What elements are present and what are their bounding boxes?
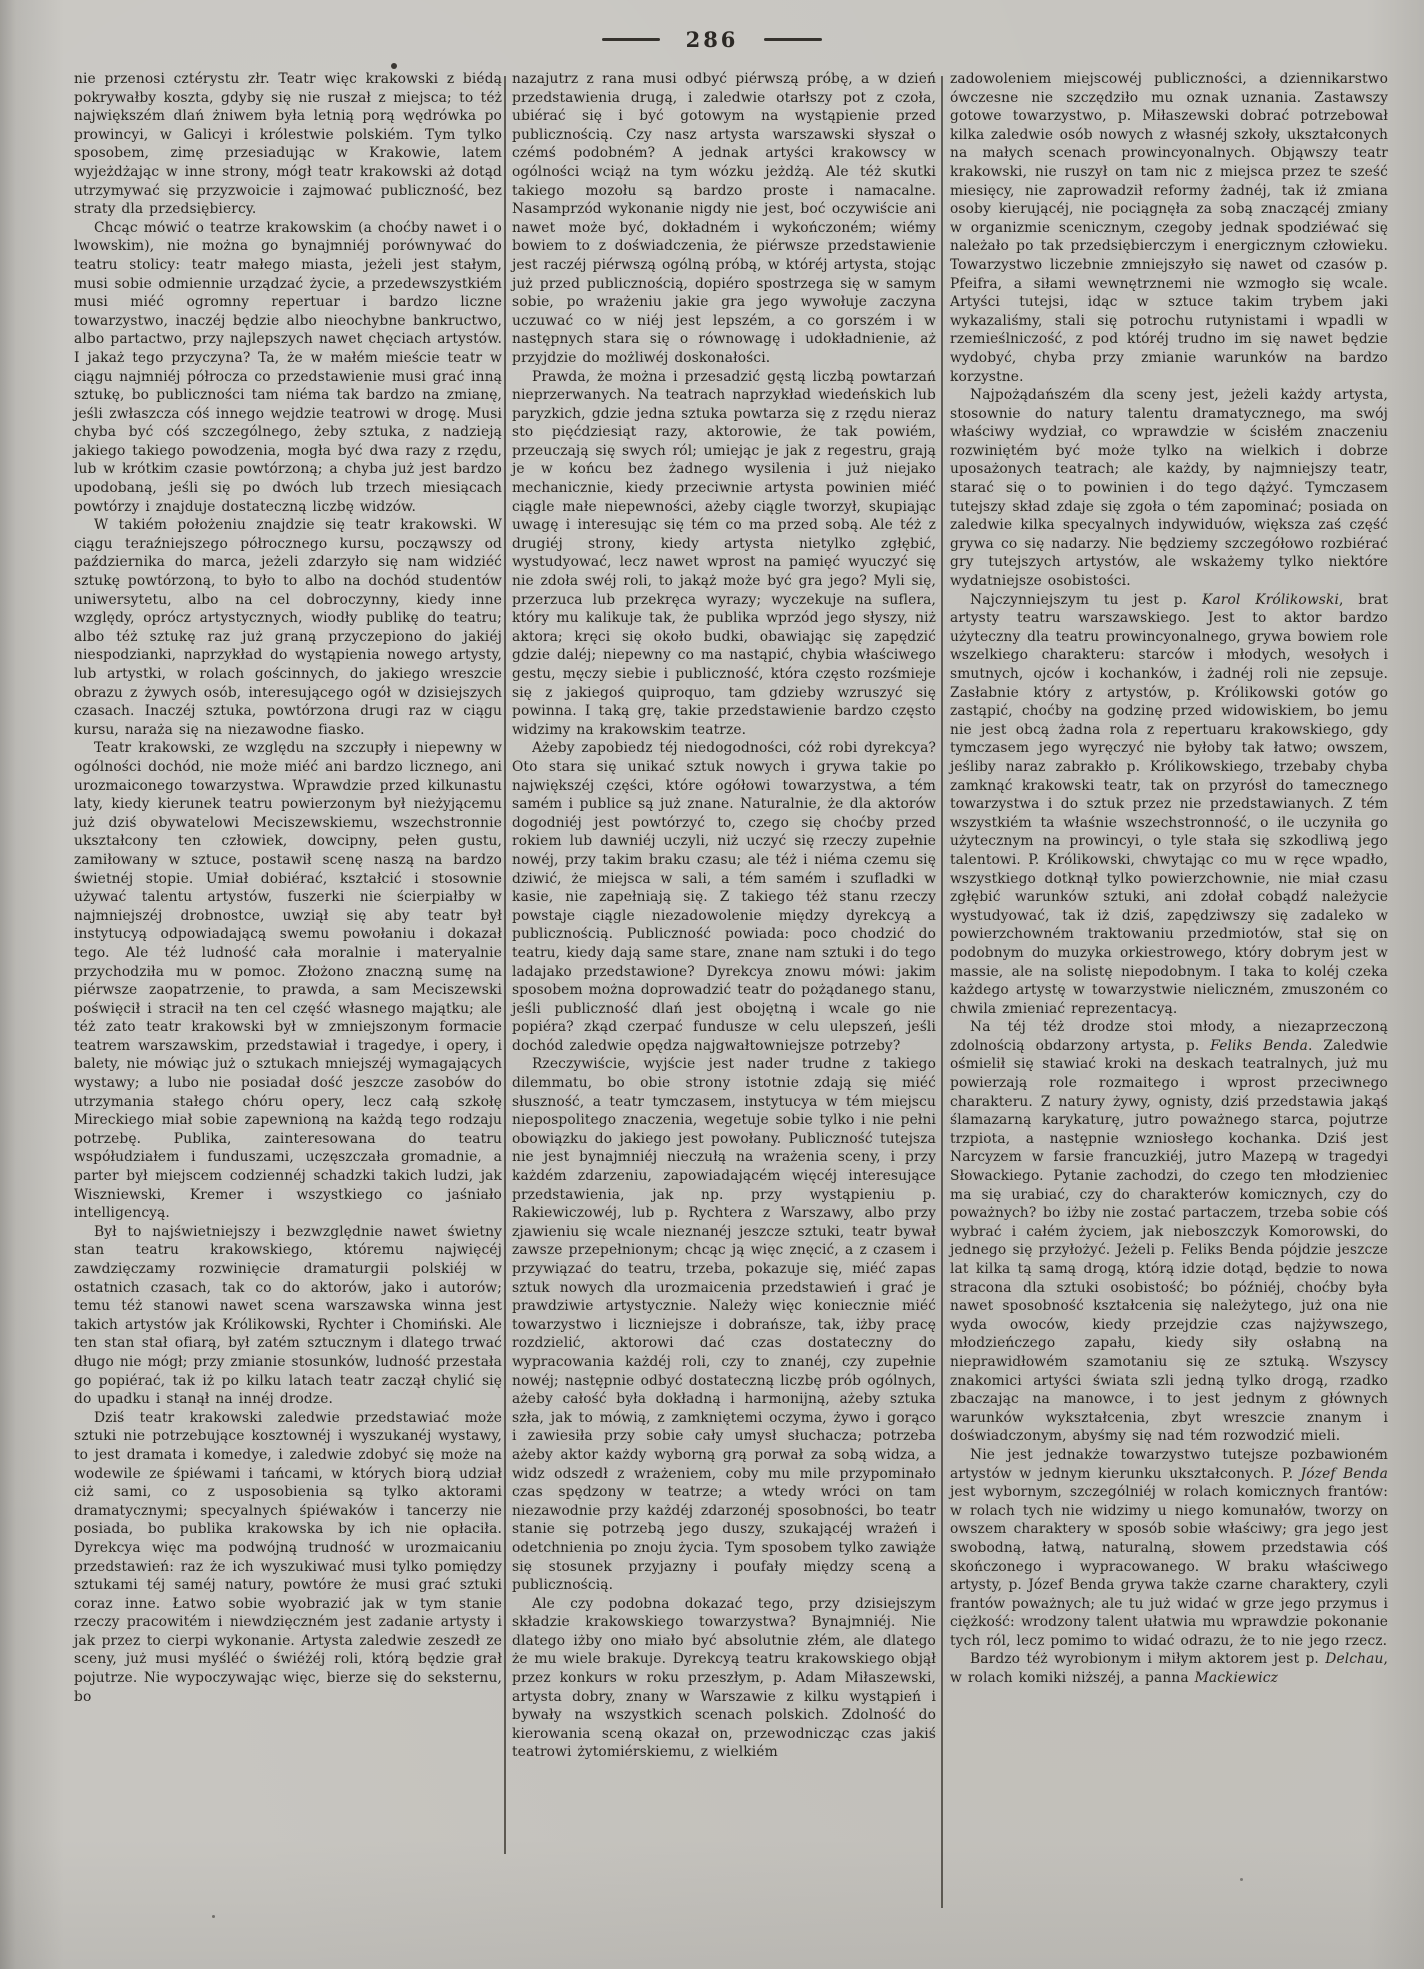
paragraph-text: Nie jest jednakże towarzystwo tutejsze pozbawioném artystów w jednym kierunku ukształconych. P. (950, 1446, 1388, 1482)
ink-speck (1240, 1878, 1243, 1881)
paragraph (512, 368, 936, 740)
paragraph-text: Najczynniejszym tu jest p. (970, 591, 1203, 608)
paragraph (74, 516, 502, 739)
paragraph-text: Ażeby zapobiedz téj niedogodności, cóż robi dyrekcya? Oto stara się unikać sztuk nowych i grywa takie po największéj części, które ogółowi towarzystwa, a tém samém i publice są już znane. Naturalnie, że dla aktorów dogodniéj jest powtórzyć to, czego się choćby przed rokiem lub dawniéj uczyli, niż uczyć się rzeczy zupełnie nowéj, przy takim braku czasu; ale téż i niéma czemu się dziwić, że miejsca w sali, a tém samém i szufladki w kasie, nie zapełniają się. Z takiego téż stanu rzeczy powstaje ciągle niezadowolenie między dyrekcyą a publicznością. Publiczność powiada: poco chodzić do teatru, kiedy dają same stare, znane nam sztuki i do tego ladajako przedstawione? Dyrekcya znowu mówi: jakim sposobem można doprowadzić teatr do pożądanego stanu, jeśli publiczność dlań jest obojętną i wcale go nie popiéra? zkąd czerpać fundusze w celu ulepszeń, jeśli dochód zaledwie opędza najgwałtowniejsze potrzeby? (512, 740, 936, 1054)
paragraph (950, 1446, 1388, 1651)
paragraph-text: Dziś teatr krakowski zaledwie przedstawiać może sztuki nie potrzebujące kosztownéj i wyszukanéj wystawy, to jest dramata i komedye, i zaledwie zdobyć się może na wodewile ze śpiéwami i tańcami, w których biorą udział ciż sami, co z usposobienia są tylko aktorami dramatycznymi; specyalnych śpiéwaków i tancerzy nie posiada, bo publika krakowska by ich nie opłaciła. Dyrekcya więc ma podwójną trudność w urozmaicaniu przedstawień: raz że ich wyszukiwać musi tylko pomiędzy sztukami téj saméj natury, powtóre że musi grać sztuki coraz inne. Łatwo sobie wyobrazić jak w tym stanie rzeczy pracowitém i niewdzięczném jest zadanie artysty i jak przez to cierpi wykonanie. Artysta zaledwie zeszedł ze sceny, już musi myśléć o świéżéj roli, którą będzie grał pojutrze. Nie wypoczywając więc, bierze się do seksternu, bo (74, 1409, 502, 1705)
paragraph (74, 1223, 502, 1409)
person-name-italic: Mackiewicz (1194, 1670, 1279, 1687)
paragraph-text: Bardzo téż wyrobionym i miłym aktorem jest p. (970, 1651, 1326, 1668)
header-rule-left (602, 38, 660, 41)
paragraph-text: , brat artysty teatru warszawskiego. Jest to aktor bardzo użyteczny dla teatru prowincyonalnego, grywa bowiem role wszelkiego charakteru: starców i młodych, wesołych i smutnych, ojców i kochanków, i żadnéj roli nie zepsuje. Zasłabnie który z artystów, p. Królikowski gotów go zastąpić, choćby na godzinę przed widowiskiem, bo jemu nie jest obcą żadna rola z repertuaru krakowskiego, gdy tymczasem jego wyręczyć nie byłoby tak łatwo; owszem, jeśliby naraz zabrakło p. Królikowskiego, trzebaby chyba zamknąć krakowski teatr, tak on przyrósł do tamecznego towarzystwa i do sztuk przez nie przedstawianych. Z tém wszystkiém ta właśnie wszechstronność, o ile uczyniła go użytecznym na prowincyi, o tyle stała się szkodliwą jego talentowi. P. Królikowski, chwytając co mu w ręce wpadło, wszystkiego dotknął tylko powierzchownie, nie miał czasu zgłębić warunków sztuki, ani zdołał cobądź należycie wystudyować, tak iż dziś, zapędziwszy się zadaleko w powierzchowném traktowaniu przedmiotów, stał się on podobnym do muzyka orkiestrowego, który dobrym jest w massie, ale na solistę niepodobnym. I taka to koléj czeka każdego artystę w towarzystwie nieliczném, zmuszoném co chwila zmieniać reprezentacyą. (950, 591, 1388, 1017)
person-name-italic: Delchau (1325, 1651, 1384, 1668)
paragraph-text: Teatr krakowski, ze względu na szczupły i niepewny w ogólności dochód, nie może miéć ani bardzo licznego, ani urozmaiconego towarzystwa. Wprawdzie przed kilkunastu laty, kiedy kierunek teatru powierzonym był nieżyjącemu już dziś obywatelowi Meciszewskiemu, wszechstronnie ukształcony ten człowiek, dowcipny, pełen gustu, zamiłowany w sztuce, postawił scenę naszą na bardzo świetnéj stopie. Umiał dobiérać, kształcić i stosownie używać talentu artystów, fuszerki nie ścierpiałby w najmniejszéj drobnostce, uwziął się aby teatr był instytucyą odpowiadającą swemu powołaniu i dokazał tego. Ale téż ludność cała moralnie i materyalnie przychodziła mu w pomoc. Złożono znaczną sumę na piérwsze zaopatrzenie, to prawda, a sam Meciszewski poświęcił i stracił na ten cel część własnego majątku; ale téż zato teatr krakowski był w zmniejszonym formacie teatrem warszawskim, przedstawiał i tragedye, i opery, i balety, nie mówiąc już o sztukach mniejszéj wymagających wystawy; a lubo nie posiadał dość jeszcze zasobów do utrzymania stałego chóru opery, lecz całą szkołę Mireckiego miał sobie zapewnioną na każdą tego rodzaju potrzebę. Publika, zainteresowana do teatru współudziałem i funduszami, uczęszczała gromadnie, a parter był miejscem codziennéj schadzki takich ludzi, jak Wiszniewski, Kremer i wszystkiego co jaśniało intelligencyą. (74, 740, 502, 1222)
article-column-3 (950, 70, 1388, 1688)
paragraph (950, 70, 1388, 386)
paragraph (74, 70, 502, 219)
paragraph-text: Był to najświetniejszy i bezwzględnie nawet świetny stan teatru krakowskiego, któremu najwięcéj zawdzięczamy rozwinięcie dramaturgii polskiéj w ostatnich czasach, tak co do aktorów, jako i autorów; temu téż stanowi nawet scena warszawska winna jest takich artystów jak Królikowski, Rychter i Chomiński. Ale ten stan stał ofiarą, był zatém sztucznym i dlatego trwać długo nie mógł; przy zmianie stosunków, ludność przestała go popiérać, tak iż po kilku latach teatr zaczął chylić się do upadku i stanął na innéj drodze. (74, 1223, 502, 1408)
paragraph (950, 386, 1388, 591)
person-name-italic: Karol Królikowski (1202, 591, 1339, 608)
paragraph-text: Na téj téż drodze stoi młody, a niezaprzeczoną zdolnością obdarzony artysta, p. (950, 1019, 1388, 1054)
paragraph (950, 1018, 1388, 1446)
header-rule-right (764, 38, 822, 41)
paragraph (512, 1595, 936, 1762)
paragraph-text: jest wybornym, szczególniéj w rolach komicznych frantów: w rolach tych nie widzimy u niego komunałów, tworzy on owszem charaktery w sposób sobie właściwy; gra jego jest swobodną, łatwą, naturalną, słowem przedstawia cóś skończonego i wypracowanego. W braku właściwego artysty, p. Józef Benda grywa także czarne charaktery, czyli frantów poważnych; ale tu już widać w grze jego przymus i ciężkość: wrodzony talent ułatwia mu wprawdzie pokonanie tych ról, lecz pomimo to widać odrazu, że to nie jego rzecz. (950, 1484, 1388, 1649)
person-name-italic: Feliks Benda (1210, 1037, 1308, 1054)
ink-speck (391, 63, 397, 69)
paragraph-text: Rzeczywiście, wyjście jest nader trudne z takiego dilemmatu, bo obie strony istotnie zdają się miéć słuszność, a teatr tymczasem, instytucya w tém miejscu niepospolitego znaczenia, wegetuje sobie tylko i nie pełni obowiązku do jakiego jest powołany. Publiczność tutejsza nie jest bynajmniéj nieczułą na wrażenia sceny, i przy każdém zdarzeniu, zapowiadającém więcéj interesujące przedstawienia, jak np. przy wystąpieniu p. Rakiewiczowéj, lub p. Rychtera z Warszawy, albo przy zjawieniu się wcale nieznanéj jeszcze sztuki, teatr bywał zawsze przepełnionym; chcąc ją więc znęcić, a z czasem i przywiązać do teatru, trzeba, pokazuje się, miéć zapas sztuk nowych dla urozmaicenia przedstawień i grać je prawdziwie artystycznie. Należy więc koniecznie miéć towarzystwo i liczniejsze i dobrańsze, tak, iżby pracę rozdzielić, aktorowi dać czas dostateczny do wypracowania każdéj roli, czy to znanéj, czy zupełnie nowéj; następnie odbyć dostateczną liczbę prób ogólnych, ażeby całość była dokładną i harmonijną, ażeby sztuka szła, jak to mówią, z zamkniętemi oczyma, żywo i gorąco i zawiesiła przy sobie cały umysł słuchacza; potrzeba ażeby aktor każdy wyborną grą porwał za sobą widza, a widz odszedł z wrażeniem, coby mu mile przypominało czas spędzony w teatrze; a wtedy wróci on tam niezawodnie przy każdéj zdarzonéj sposobności, bo teatr stanie się potrzebą jego duszy, szukającéj wrażeń i odetchnienia po znoju życia. Tym sposobem tylko zawiąże się stosunek przyjazny i poufały między sceną a publicznością. (512, 1056, 936, 1594)
paragraph-text: Prawda, że można i przesadzić gęstą liczbą powtarzań nieprzerwanych. Na teatrach naprzykład wiedeńskich lub paryzkich, gdzie jedna sztuka powtarza się z rzędu nieraz sto pięćdziesiąt razy, aktorowie, że tak powiém, przeuczają się swych ról; umiejąc je jak z regestru, grają je w końcu bez żadnego wysilenia i już niejako mechanicznie, kiedy przeciwnie artysta powinien miéć ciągle małe niepewności, ażeby ciągle tworzył, skupiając uwagę i interesując się tém co ma przed sobą. Ale téż z drugiéj strony, kiedy artysta nietylko zgłębić, wystudyować, lecz nawet wprost na pamięć wyuczyć się nie zdoła swéj roli, to jakąż może być gra jego? Myli się, przerzuca lub przekręca wyrazy; wyczekuje na suflera, który mu kalikuje tak, że publika wprzód jego słyszy, niż aktora; kręci się około budki, obawiając się zapędzić gdzie daléj; niepewny co ma nastąpić, chybia właściwego gestu, męczy siebie i publiczność, która często rozśmieje się z jakiegoś quiproquo, tam gdzieby wzruszyć się powinna. I taką grę, takie przedstawienie bardzo często widzimy na krakowskim teatrze. (512, 368, 936, 738)
paragraph-text: , w rolach komiki niższéj, a panna (950, 1651, 1388, 1687)
paragraph-text: zadowoleniem miejscowéj publiczności, a dziennikarstwo ówczesne nie szczędziło mu oznak uznania. Zastawszy gotowe towarzystwo, p. Miłaszewski dobrać potrzebował kilka zaledwie osób nowych z własnéj szkoły, ukształconych na małych scenach prowincyonalnych. Objąwszy teatr krakowski, nie ruszył on tam nic z miejsca przez te sześć miesięcy, nie zaprowadził reformy żadnéj, tak iż zmiana osoby kierującéj, nie pociągnęła za sobą znaczącéj zmiany w organizmie scenicznym, czegoby jednak spodziéwać się należało po tak przedsiębierczym i energicznym człowieku. Towarzystwo liczebnie zmniejszyło się nawet od czasów p. Pfeifra, a siłami wewnętrznemi nie wzmogło się wcale. Artyści tutejsi, idąc w sztuce takim trybem jaki wykazaliśmy, stali się potrochu rutynistami i wpadli w rzemieślniczość, z pod któréj trudno im się nawet będzie wydobyć, chyba przy zmianie warunków na bardzo korzystne. (950, 71, 1388, 385)
paragraph (74, 1409, 502, 1707)
page-number: 286 (685, 26, 739, 52)
paragraph-text: Ale czy podobna dokazać tego, przy dzisiejszym składzie krakowskiego towarzystwa? Bynajmniéj. Nie dlatego iżby ono miało być absolutnie złém, ale dlatego że mu wiele brakuje. Dyrekcyą teatru krakowskiego objął przez konkurs w roku przeszłym, p. Adam Miłaszewski, artysta dobry, znany w Warszawie z kilku wystąpień i bywały na wszystkich scenach polskich. Zdolność do kierowania sceną okazał on, przewodnicząc czas jakiś teatrowi żytomiérskiemu, z wielkiém (512, 1595, 936, 1761)
column-divider-1 (504, 76, 506, 1854)
paragraph-text: . Zaledwie ośmielił się stawiać kroki na deskach teatralnych, już mu powierzają role rozmaitego i wprost przeciwnego charakteru. Z natury żywy, ognisty, dziś przedstawia jakąś ślamazarną karykaturę, jutro poważnego starca, pojutrze trzpiota, a następnie wzniosłego kochanka. Dziś jest Narcyzem w farsie francuzkiéj, jutro Mazepą w tragedyi Słowackiego. Pytanie zachodzi, do czego ten młodzieniec ma się urabiać, czy do charakterów komicznych, czy do poważnych? bo iżby nie zostać partaczem, trzeba sobie cóś wybrać i całém życiem, jak nieboszczyk Komorowski, do jednego się przyłożyć. Jeżeli p. Feliks Benda pójdzie jeszcze lat kilka tą samą drogą, którą idzie dotąd, będzie to nowa stracona dla sztuki osobistość; bo późniéj, choćby była nawet sposobność kształcenia się należytego, już ona nie wyda owoców, kiedy przejdzie czas najżywszego, młodzieńczego zapału, kiedy siły osłabną na nieprawidłowém szamotaniu się ze sztuką. Wszyscy znakomici artyści świata szli jedną tylko drogą, rzadko zbaczając na manowce, i to jest jednym z głównych warunków wykształcenia, zbyt wreszcie znanym i doświadczonym, abyśmy się nad tém rozwodzić mieli. (950, 1037, 1388, 1445)
paragraph-text: Najpożądańszém dla sceny jest, jeżeli każdy artysta, stosownie do natury talentu dramatycznego, ma swój właściwy wydział, co wprawdzie w ścisłém znaczeniu rozwiniętém być może tylko na wielkich i dobrze uposażonych teatrach; ale każdy, by najmniejszy teatr, starać się o to powinien i do tego dążyć. Tymczasem tutejszy skład zdaje się zgoła o tém zapominać; posiada on zaledwie kilka specyalnych indywiduów, większa zaś część grywa co się nadarzy. Nie będziemy szczegółowo rozbiérać gry tutejszych artystów, ale wskażemy tylko niektóre wydatniejsze osobistości. (950, 387, 1388, 590)
column-divider-2 (941, 76, 943, 1908)
paragraph (74, 739, 502, 1222)
paragraph-text: Chcąc mówić o teatrze krakowskim (a choćby nawet i o lwowskim), nie można go bynajmniéj porównywać do teatru stolicy: teatr małego miasta, jeżeli jest stałym, musi sobie odmiennie urządzać życie, a przedewszystkiém musi miéć ogromny repertuar i bardzo liczne towarzystwo, inaczéj będzie albo nieochybne bankructwo, albo partactwo, przy najlepszych nawet chęciach artystów. I jakaż tego przyczyna? Ta, że w małém mieście teatr w ciągu najmniéj półrocza co przedstawienie musi grać inną sztukę, bo publiczności tam niéma tak bardzo na zmianę, jeśli zwłaszcza cóś innego wejdzie teatrowi w drogę. Musi chyba być cóś szczególnego, żeby sztuka, z nadzieją jakiego takiego powodzenia, mogła być dwa razy z rzędu, lub w krótkim czasie powtórzoną; a chyba już jest bardzo upodobaną, jeśli się po dwóch lub trzech miesiącach powtórzy i znajduje dostateczną liczbę widzów. (74, 219, 502, 515)
paragraph (950, 591, 1388, 1019)
paragraph-text: W takiém położeniu znajdzie się teatr krakowski. W ciągu teraźniejszego półrocznego kursu, począwszy od października do marca, jeżeli zdarzyło się nam widziéć sztukę powtórzoną, to było to albo na dochód studentów uniwersytetu, albo na cel dobroczynny, kiedy inne względy, oprócz artystycznych, wiodły publikę do teatru; albo téż sztukę raz już graną przyczepiono do jakiéj niespodzianki, naprzykład do wystąpienia nowego artysty, lub artystki, w rolach gościnnych, do jakiego wreszcie obrazu z żywych osób, interesującego ogół w dzisiejszych czasach. Inaczéj sztuka, powtórzona drugi raz w ciągu kursu, naraża się na niezawodne fiasko. (74, 517, 502, 738)
paragraph-text: nie przenosi cztérystu złr. Teatr więc krakowski z biédą pokrywałby koszta, gdyby się nie ruszał z miejsca; to téż największém dlań żniwem była letnią porą wędrówka po prowincyi, w Galicyi i królestwie polskiém. Tym tylko sposobem, zimę przesiadując w Krakowie, latem wyjeżdżając w inne strony, mógł teatr krakowski aż dotąd utrzymywać się przyzwoicie i zajmować publiczność, bez straty dla przedsiębiercy. (74, 71, 502, 218)
article-column-1 (74, 70, 502, 1706)
page-header (0, 22, 1424, 56)
ink-speck (212, 1915, 215, 1918)
person-name-italic: Józef Benda (1300, 1465, 1389, 1482)
paragraph (74, 219, 502, 517)
paragraph-text: nazajutrz z rana musi odbyć piérwszą próbę, a w dzień przedstawienia drugą, i zaledwie otarłszy pot z czoła, ubiérać się i być gotowym na wystąpienie przed publicznością. Czy nasz artysta warszawski słyszał o czémś podobném? A jednak artyści krakowscy w ogólności wciąż na tym wózku jeżdżą. Ale téż skutki takiego mozołu są bardzo proste i namacalne. Nasamprzód wykonanie nigdy nie jest, boć oczywiście ani nawet może być, dokładném i wykończoném; wiémy bowiem to z doświadczenia, że piérwsze przedstawienie jest raczéj piérwszą ogólną próbą, w któréj artysta, stojąc już przed publicznością, dopiéro spostrzega się w samym sobie, po wrażeniu jakie gra jego wywołuje zaczyna uczuwać co w niéj jest lepszém, a co gorszém i w następnych stara się o równowagę i udokładnienie, aż przyjdzie do możliwéj doskonałości. (512, 71, 936, 366)
paragraph (512, 70, 936, 368)
paragraph (512, 739, 936, 1055)
paragraph (950, 1650, 1388, 1687)
article-column-2 (512, 70, 936, 1762)
paragraph (512, 1055, 936, 1594)
